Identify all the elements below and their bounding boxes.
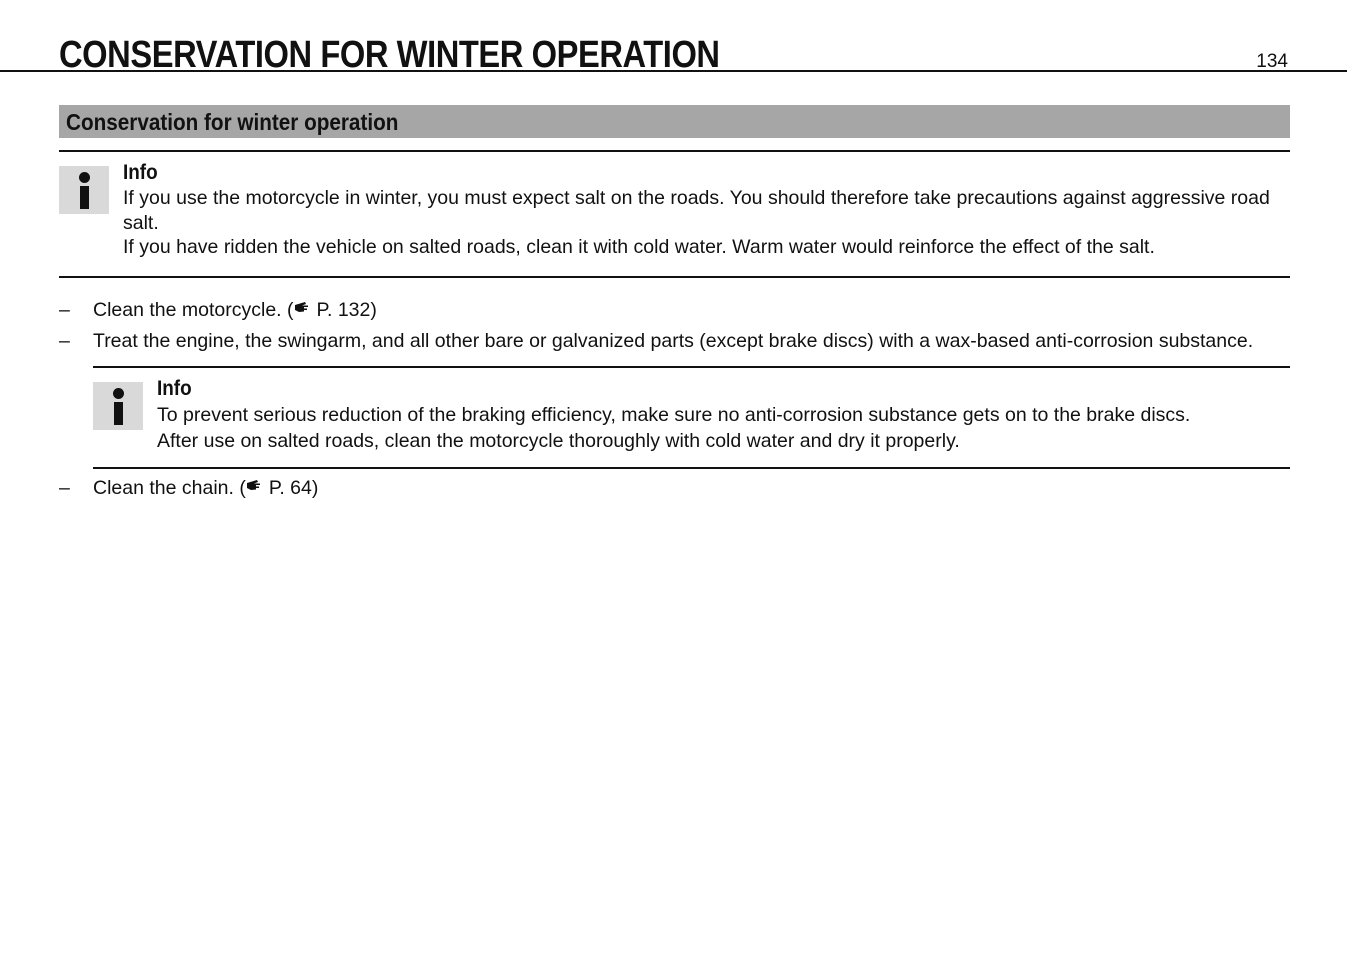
page-reference-link[interactable]: P. 64 (268, 477, 312, 499)
page-number: 134 (1256, 51, 1288, 72)
info-paragraph: To prevent serious reduction of the braking efficiency, make sure no anti-corrosion substance gets on to the brake discs. (157, 404, 1191, 426)
info-box-brake-discs (93, 366, 1290, 469)
info-content (123, 160, 1290, 260)
pointing-hand-icon (247, 479, 265, 491)
page-reference-link[interactable]: P. 132 (316, 299, 371, 321)
info-paragraph: After use on salted roads, clean the motorcycle thoroughly with cold water and dry it properly. (157, 430, 960, 452)
step-dash: – (59, 477, 70, 499)
info-icon (93, 382, 143, 430)
info-heading: Info (123, 161, 158, 184)
step-text: Treat the engine, the swingarm, and all other bare or galvanized parts (except brake discs) with a wax-based anti-corrosion substance. (93, 330, 1254, 352)
info-paragraph: If you use the motorcycle in winter, you must expect salt on the roads. You should therefore take precautions against aggressive road salt. (123, 187, 1270, 234)
info-icon (59, 166, 109, 214)
step-text: Clean the chain. ( P. 64) (93, 477, 319, 499)
info-heading: Info (157, 377, 192, 400)
pointing-hand-icon (295, 301, 313, 313)
step-dash: – (59, 299, 70, 321)
info-paragraph: If you have ridden the vehicle on salted roads, clean it with cold water. Warm water would reinforce the effect of the salt. (123, 236, 1155, 258)
page-header (0, 0, 1347, 76)
info-content (157, 376, 1290, 454)
page-title: CONSERVATION FOR WINTER OPERATION (59, 34, 720, 76)
step-text: Clean the motorcycle. ( P. 132) (93, 299, 377, 321)
section-title: Conservation for winter operation (66, 109, 399, 135)
section-header-bar (59, 105, 1290, 138)
step-dash: – (59, 330, 70, 352)
info-box-winter-salt (59, 150, 1290, 278)
